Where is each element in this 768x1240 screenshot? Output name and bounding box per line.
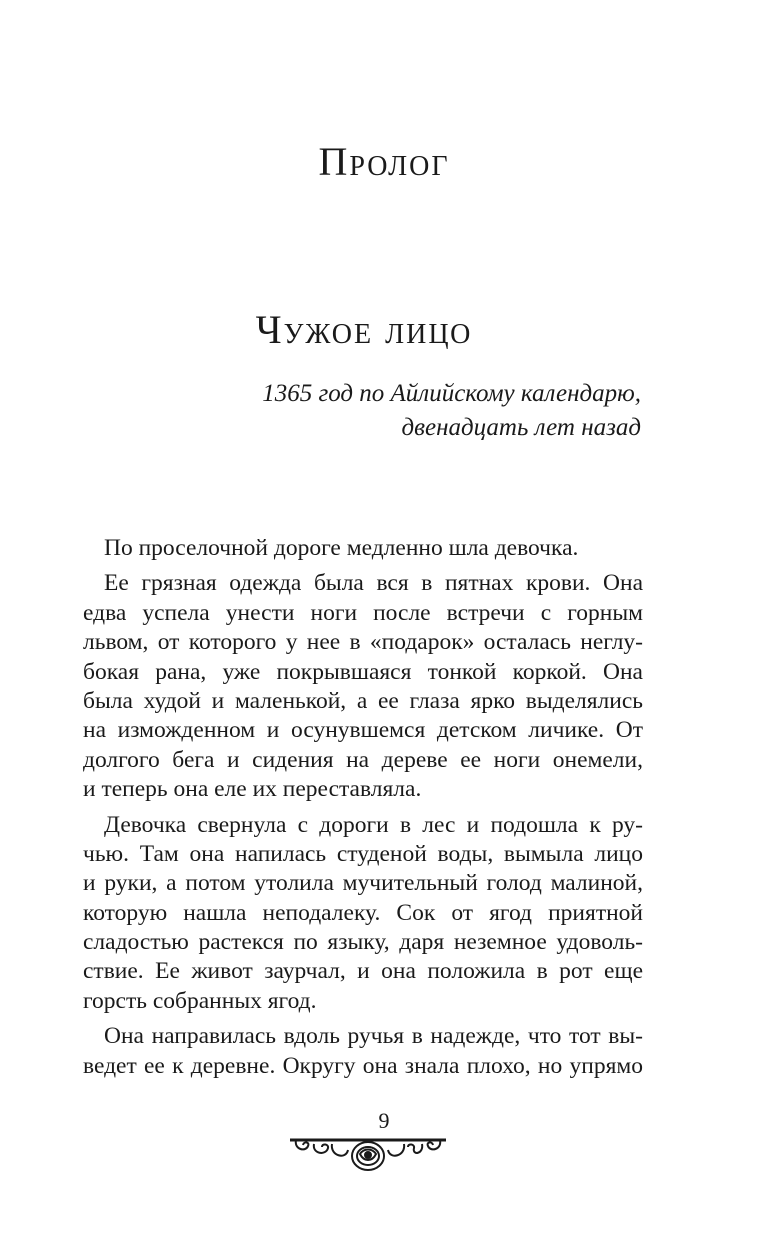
- text-line: ствие. Ее живот заурчал, и она положила в рот еще: [83, 958, 643, 985]
- text-line: и теперь она еле их переставляла.: [83, 776, 422, 803]
- paragraph: [83, 569, 643, 804]
- text-line: Ее грязная одежда была вся в пятнах крови. Она: [104, 570, 643, 597]
- epigraph-line: двенадцать лет назад: [401, 414, 641, 441]
- text-line: была худой и маленькой, а ее глаза ярко выделялись: [83, 687, 643, 714]
- text-line: ведет ее к деревне. Округу она знала плохо, но упрямо: [83, 1052, 643, 1079]
- epigraph: [262, 377, 641, 445]
- text-line: По проселочной дороге медленно шла девочка.: [104, 535, 579, 561]
- text-line: на изможденном и осунувшемся детском личике. От: [83, 717, 643, 744]
- text-line: Девочка свернула с дороги в лес и подошла к ру-: [104, 811, 643, 838]
- body-text: [83, 534, 643, 1087]
- text-line: едва успела унести ноги после встречи с горным: [83, 599, 643, 626]
- paragraph: [83, 1022, 643, 1081]
- paragraph: [83, 534, 643, 563]
- text-line: горсть собранных ягод.: [83, 987, 317, 1014]
- text-line: которую нашла неподалеку. Сок от ягод приятной: [83, 899, 643, 926]
- text-line: Она направилась вдоль ручья в надежде, что тот вы-: [104, 1023, 643, 1050]
- scroll-ornament-icon: [288, 1136, 448, 1174]
- text-line: львом, от которого у нее в «подарок» осталась неглу-: [83, 629, 643, 656]
- text-line: и руки, а потом утолила мучительный голод малиной,: [83, 870, 643, 897]
- part-title: Пролог: [318, 139, 450, 184]
- text-line: бокая рана, уже покрывшаяся тонкой коркой. Она: [83, 658, 643, 685]
- chapter-title: Чужое лицо: [255, 307, 473, 352]
- text-line: долгого бега и сидения на дереве ее ноги онемели,: [83, 746, 643, 773]
- epigraph-line: 1365 год по Айлийскому календарю,: [262, 380, 641, 407]
- paragraph: [83, 811, 643, 1017]
- text-line: чью. Там она напилась студеной воды, вымыла лицо: [83, 840, 643, 867]
- page-number: 9: [378, 1108, 390, 1133]
- text-line: сладостью растекся по языку, даря неземное удоволь-: [83, 929, 643, 956]
